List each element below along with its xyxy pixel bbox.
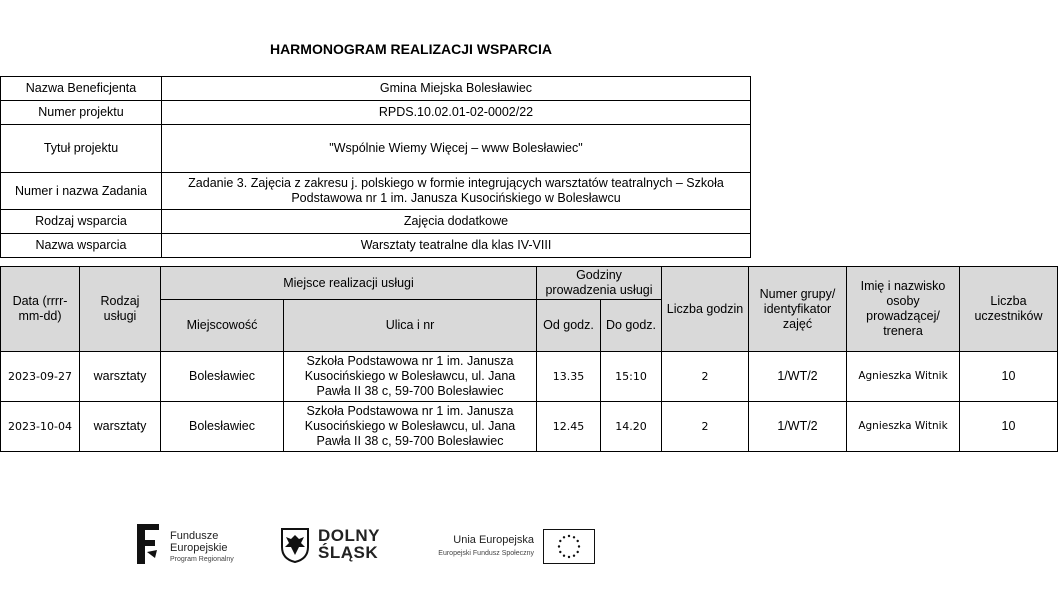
cell-from: 12.45: [537, 402, 601, 452]
info-row: [1, 234, 751, 258]
info-row: [1, 173, 751, 210]
cell-city: Bolesławiec: [161, 352, 284, 402]
info-value: Zajęcia dodatkowe: [162, 210, 751, 234]
header-hours: Godziny prowadzenia usługi: [537, 267, 662, 300]
header-from: Od godz.: [537, 300, 601, 352]
header-row: [1, 267, 1058, 300]
info-label: Nazwa Beneficjenta: [1, 77, 162, 101]
info-row: [1, 77, 751, 101]
dolny-slask-crest-icon: [280, 527, 310, 563]
cell-type: warsztaty: [80, 352, 161, 402]
info-value: Zadanie 3. Zajęcia z zakresu j. polskiego w formie integrujących warsztatów teatralnych – Szkoła Podstawowa nr 1 im. Janusza Kusocińskiego w Bolesławcu: [162, 173, 751, 210]
cell-date: 2023-10-04: [1, 402, 80, 452]
cell-trainer: Agnieszka Witnik: [847, 352, 960, 402]
info-value: Gmina Miejska Bolesławiec: [162, 77, 751, 101]
ds-line1: DOLNY: [318, 526, 380, 545]
fe-line1: Fundusze: [170, 530, 219, 542]
cell-type: warsztaty: [80, 402, 161, 452]
dolny-slask-text: [318, 527, 380, 561]
fe-line2: Europejskie: [170, 542, 228, 554]
info-label: Tytuł projektu: [1, 125, 162, 173]
info-label: Rodzaj wsparcia: [1, 210, 162, 234]
fundusze-europejskie-logo-icon: [135, 522, 161, 566]
table-row: [1, 402, 1058, 452]
cell-street: Szkoła Podstawowa nr 1 im. Janusza Kusocińskiego w Bolesławcu, ul. Jana Pawła II 38 c, 59-700 Bolesławiec: [284, 402, 537, 452]
info-row: [1, 125, 751, 173]
info-value: RPDS.10.02.01-02-0002/22: [162, 101, 751, 125]
header-city: Miejscowość: [161, 300, 284, 352]
ue-line1: Unia Europejska: [453, 534, 534, 546]
header-date: Data (rrrr-mm-dd): [1, 267, 80, 352]
info-label: Numer i nazwa Zadania: [1, 173, 162, 210]
info-label: Numer projektu: [1, 101, 162, 125]
header-place: Miejsce realizacji usługi: [161, 267, 537, 300]
ue-sub: Europejski Fundusz Społeczny: [438, 550, 534, 557]
ds-line2: ŚLĄSK: [318, 543, 379, 562]
header-count: Liczba godzin: [662, 267, 749, 352]
cell-participants: 10: [960, 352, 1058, 402]
info-value: Warsztaty teatralne dla klas IV-VIII: [162, 234, 751, 258]
fe-sub: Program Regionalny: [170, 556, 234, 563]
cell-to: 15:10: [601, 352, 662, 402]
fundusze-europejskie-text: [170, 530, 234, 566]
project-info-table: [0, 76, 751, 258]
header-to: Do godz.: [601, 300, 662, 352]
header-group: Numer grupy/ identyfikator zajęć: [749, 267, 847, 352]
header-trainer: Imię i nazwisko osoby prowadzącej/ trenera: [847, 267, 960, 352]
info-row: [1, 101, 751, 125]
eu-flag-icon: [543, 529, 595, 564]
cell-group: 1/WT/2: [749, 352, 847, 402]
page-title: HARMONOGRAM REALIZACJI WSPARCIA: [269, 41, 553, 57]
info-label: Nazwa wsparcia: [1, 234, 162, 258]
header-street: Ulica i nr: [284, 300, 537, 352]
unia-europejska-text: [424, 534, 534, 560]
cell-hours: 2: [662, 352, 749, 402]
header-participants: Liczba uczestników: [960, 267, 1058, 352]
cell-participants: 10: [960, 402, 1058, 452]
cell-hours: 2: [662, 402, 749, 452]
table-row: [1, 352, 1058, 402]
info-row: [1, 210, 751, 234]
header-type: Rodzaj usługi: [80, 267, 161, 352]
cell-date: 2023-09-27: [1, 352, 80, 402]
cell-to: 14.20: [601, 402, 662, 452]
cell-trainer: Agnieszka Witnik: [847, 402, 960, 452]
cell-city: Bolesławiec: [161, 402, 284, 452]
info-value: "Wspólnie Wiemy Więcej – www Bolesławiec": [162, 125, 751, 173]
schedule-table: [0, 266, 1058, 452]
cell-from: 13.35: [537, 352, 601, 402]
cell-street: Szkoła Podstawowa nr 1 im. Janusza Kusocińskiego w Bolesławcu, ul. Jana Pawła II 38 c, 59-700 Bolesławiec: [284, 352, 537, 402]
cell-group: 1/WT/2: [749, 402, 847, 452]
